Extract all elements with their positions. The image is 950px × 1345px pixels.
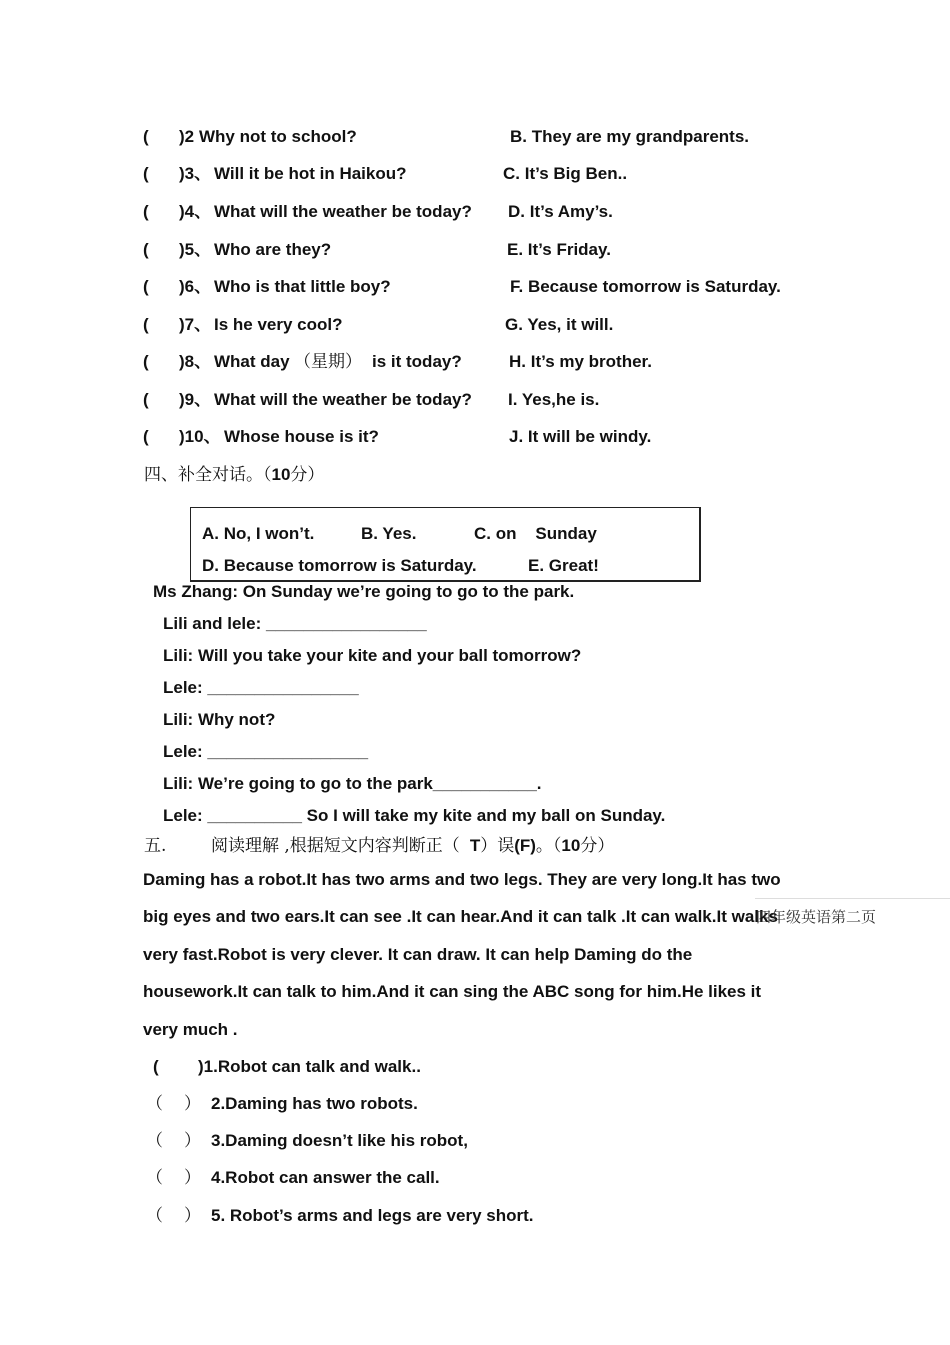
answer-option: B. They are my grandparents. xyxy=(510,127,750,146)
question-number: )8、 xyxy=(179,352,212,371)
answer-paren[interactable]: （ xyxy=(146,1094,163,1114)
passage-line: housework.It can talk to him.And it can sing the ABC song for him.He likes it xyxy=(143,982,762,1001)
answer-option: I. Yes,he is. xyxy=(508,390,600,409)
answer-paren[interactable]: ( xyxy=(143,127,149,146)
question-number: )9、 xyxy=(179,390,212,409)
answer-option: J. It will be windy. xyxy=(509,427,652,446)
section-4-title xyxy=(144,465,324,485)
section-5-title xyxy=(144,836,615,856)
matching-row xyxy=(0,390,950,412)
question-text: Is he very cool? xyxy=(214,315,343,334)
dialogue-line: Lili: Why not? xyxy=(163,710,276,729)
section-5-title-mid: ）误 xyxy=(480,836,515,856)
tf-question-text: )1.Robot can talk and walk.. xyxy=(198,1057,421,1076)
section-5-number: 五. xyxy=(144,836,167,856)
answer-option: F. Because tomorrow is Saturday. xyxy=(510,277,781,296)
answer-paren[interactable]: ( xyxy=(143,277,149,296)
passage-line: very much . xyxy=(143,1020,238,1039)
section-5-true-label: T xyxy=(469,836,481,855)
passage-line: very fast.Robot is very clever. It can draw. It can help Daming do the xyxy=(143,945,693,964)
answer-option: D. It’s Amy’s. xyxy=(508,202,613,221)
matching-row xyxy=(0,240,950,262)
passage-line: Daming has a robot.It has two arms and two legs. They are very long.It has two xyxy=(143,870,781,889)
answer-option: E. It’s Friday. xyxy=(507,240,611,259)
question-number: )6、 xyxy=(179,277,212,296)
matching-row xyxy=(0,315,950,337)
answer-paren[interactable]: ( xyxy=(143,202,149,221)
question-number: )2 xyxy=(179,127,195,146)
answer-paren[interactable]: （ xyxy=(146,1168,163,1188)
answer-paren[interactable]: ( xyxy=(143,352,149,371)
matching-row xyxy=(0,352,950,374)
dialogue-line[interactable]: Lele: __________ So I will take my kite and my ball on Sunday. xyxy=(163,806,666,825)
question-text: Who are they? xyxy=(214,240,332,259)
matching-row xyxy=(0,127,950,149)
answer-paren[interactable]: ( xyxy=(143,427,149,446)
question-text-part: is it today? xyxy=(372,352,462,371)
question-text: Why not to school? xyxy=(199,127,357,146)
answer-paren-close: ） xyxy=(184,1131,201,1151)
question-number: )10、 xyxy=(179,427,221,446)
question-number: )7、 xyxy=(179,315,212,334)
question-text: Will it be hot in Haikou? xyxy=(214,164,407,183)
answer-paren[interactable]: ( xyxy=(143,164,149,183)
matching-row xyxy=(0,427,950,449)
section-4-title-text: 四、补全对话。（ xyxy=(144,465,272,485)
passage-line: big eyes and two ears.It can see .It can hear.And it can talk .It can walk.It walks xyxy=(143,907,778,926)
section-5-title-cn2: 。（ xyxy=(535,836,562,856)
page-footer: 四年级英语第二页 xyxy=(756,908,877,926)
question-text: What will the weather be today? xyxy=(214,202,472,221)
section-5-false-label: (F) xyxy=(514,836,536,855)
answer-paren[interactable]: ( xyxy=(153,1057,159,1076)
section-5-title-cn: 阅读理解 ,根据短文内容判断正（ xyxy=(211,836,460,856)
question-text: What will the weather be today? xyxy=(214,390,472,409)
dialogue-line: Ms Zhang: On Sunday we’re going to go to the park. xyxy=(153,582,575,601)
tf-question-text: 2.Daming has two robots. xyxy=(211,1094,418,1113)
answer-paren-close: ） xyxy=(184,1094,201,1114)
section-4-score: 10 xyxy=(271,465,291,484)
answer-paren[interactable]: ( xyxy=(143,390,149,409)
answer-paren-close: ） xyxy=(184,1206,201,1226)
section-5-title-text xyxy=(211,836,614,856)
question-text-part: What day xyxy=(214,352,290,371)
question-text: Who is that little boy? xyxy=(214,277,391,296)
answer-option: H. It’s my brother. xyxy=(509,352,652,371)
answer-option: C. It’s Big Ben.. xyxy=(503,164,628,183)
option-e: E. Great! xyxy=(528,556,599,575)
matching-row xyxy=(0,277,950,299)
page-divider xyxy=(755,898,950,899)
question-number: )4、 xyxy=(179,202,212,221)
matching-row xyxy=(0,202,950,224)
answer-paren[interactable]: （ xyxy=(146,1206,163,1226)
dialogue-line[interactable]: Lili: We’re going to go to the park___________. xyxy=(163,774,542,793)
question-number: )5、 xyxy=(179,240,212,259)
question-text-cn: （星期） xyxy=(294,352,362,372)
answer-paren-close: ） xyxy=(184,1168,201,1188)
answer-paren[interactable]: ( xyxy=(143,315,149,334)
dialogue-line[interactable]: Lele: _________________ xyxy=(163,742,369,761)
matching-row xyxy=(0,164,950,186)
option-a: A. No, I won’t. xyxy=(202,524,315,543)
tf-question-text: 3.Daming doesn’t like his robot, xyxy=(211,1131,468,1150)
answer-paren[interactable]: （ xyxy=(146,1131,163,1151)
tf-question-text: 5. Robot’s arms and legs are very short. xyxy=(211,1206,534,1225)
question-number: )3、 xyxy=(179,164,212,183)
section-5-title-end: 分） xyxy=(580,836,615,856)
option-b: B. Yes. xyxy=(361,524,417,543)
tf-question-text: 4.Robot can answer the call. xyxy=(211,1168,440,1187)
answer-paren[interactable]: ( xyxy=(143,240,149,259)
dialogue-line[interactable]: Lili and lele: _________________ xyxy=(163,614,427,633)
dialogue-line: Lili: Will you take your kite and your ball tomorrow? xyxy=(163,646,582,665)
option-d: D. Because tomorrow is Saturday. xyxy=(202,556,477,575)
answer-option: G. Yes, it will. xyxy=(505,315,614,334)
option-c: C. on Sunday xyxy=(474,524,597,543)
question-text: Whose house is it? xyxy=(224,427,379,446)
section-4-title-end: 分） xyxy=(290,465,325,485)
section-5-score: 10 xyxy=(561,836,581,855)
dialogue-line[interactable]: Lele: ________________ xyxy=(163,678,359,697)
